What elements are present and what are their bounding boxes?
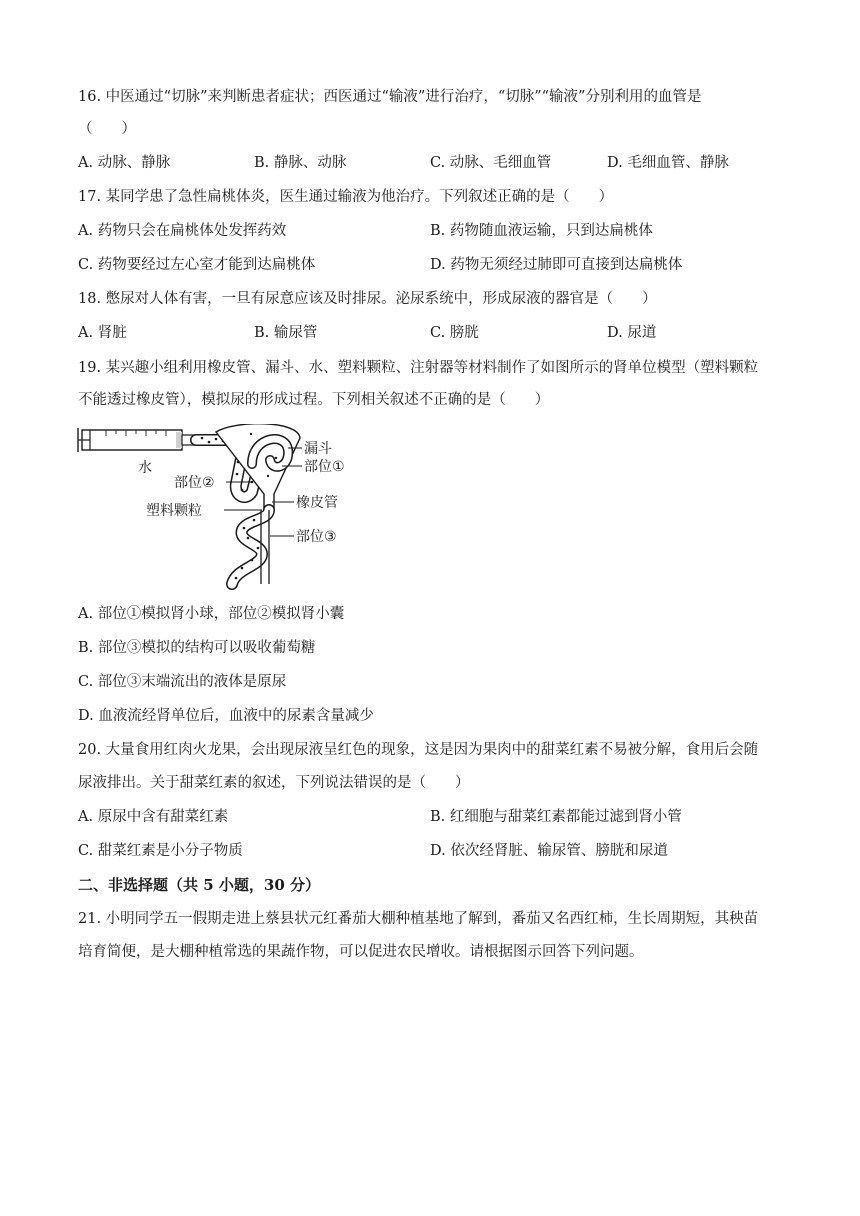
syringe — [78, 428, 196, 452]
q19-stem-line2: 不能透过橡皮管），模拟尿的形成过程。下列相关叙述不正确的是（ ） — [78, 392, 550, 408]
q16-stem-line2: （ ） — [78, 121, 136, 137]
q17-option-d: D. 药物无须经过肺即可直接到达扁桃体 — [430, 257, 683, 273]
label-particles: 塑料颗粒 — [146, 503, 202, 519]
label-part1: 部位① — [304, 459, 345, 475]
label-water: 水 — [138, 460, 152, 476]
q19-option-a: A. 部位①模拟肾小球，部位②模拟肾小囊 — [78, 606, 345, 622]
q19-option-d: D. 血液流经肾单位后，血液中的尿素含量减少 — [78, 708, 374, 724]
q17-option-a: A. 药物只会在扁桃体处发挥药效 — [78, 223, 287, 239]
label-part2: 部位② — [174, 475, 215, 491]
label-rubber-tube: 橡皮管 — [296, 495, 338, 511]
q20-option-a: A. 原尿中含有甜菜红素 — [78, 809, 229, 825]
section2-heading: 二、非选择题（共 5 小题，30 分） — [78, 876, 320, 894]
nephron-model-figure — [76, 424, 366, 590]
q20-stem-line1: 20. 大量食用红肉火龙果，会出现尿液呈红色的现象，这是因为果肉中的甜菜红素不易被分解，食用后会随 — [78, 742, 759, 758]
q16-stem-line1: 16. 中医通过“切脉”来判断患者症状；西医通过“输液”进行治疗，“切脉”“输液”分别利用的血管是 — [78, 89, 702, 105]
q18-option-b: B. 输尿管 — [254, 325, 318, 341]
q21-stem-line1: 21. 小明同学五一假期走进上蔡县状元红番茄大棚种植基地了解到，番茄又名西红柿，生长周期短，其秧苗 — [78, 911, 759, 927]
q19-stem-line1: 19. 某兴趣小组利用橡皮管、漏斗、水、塑料颗粒、注射器等材料制作了如图所示的肾单位模型（塑料颗粒 — [78, 360, 759, 376]
q17-option-b: B. 药物随血液运输，只到达扁桃体 — [430, 223, 653, 239]
q16-option-a: A. 动脉、静脉 — [78, 155, 171, 171]
q20-stem-line2: 尿液排出。关于甜菜红素的叙述，下列说法错误的是（ ） — [78, 775, 470, 791]
q20-option-d: D. 依次经肾脏、输尿管、膀胱和尿道 — [430, 843, 668, 859]
q16-option-c: C. 动脉、毛细血管 — [430, 155, 552, 171]
q16-option-b: B. 静脉、动脉 — [254, 155, 347, 171]
q20-option-c: C. 甜菜红素是小分子物质 — [78, 843, 243, 859]
q18-option-a: A. 肾脏 — [78, 325, 127, 341]
q17-option-c: C. 药物要经过左心室才能到达扁桃体 — [78, 257, 316, 273]
q18-stem: 18. 憋尿对人体有害，一旦有尿意应该及时排尿。泌尿系统中，形成尿液的器官是（ ） — [78, 291, 657, 307]
q18-option-c: C. 膀胱 — [430, 325, 479, 341]
label-funnel: 漏斗 — [304, 441, 332, 457]
lower-tube — [232, 510, 269, 584]
q21-stem-line2: 培育简便，是大棚种植常选的果蔬作物，可以促进农民增收。请根据图示回答下列问题。 — [78, 944, 644, 960]
q18-option-d: D. 尿道 — [607, 325, 657, 341]
q19-option-b: B. 部位③模拟的结构可以吸收葡萄糖 — [78, 640, 316, 656]
q20-option-b: B. 红细胞与甜菜红素都能过滤到肾小管 — [430, 809, 682, 825]
q19-option-c: C. 部位③末端流出的液体是原尿 — [78, 674, 287, 690]
q16-option-d: D. 毛细血管、静脉 — [607, 155, 729, 171]
label-part3: 部位③ — [296, 529, 337, 545]
q17-stem: 17. 某同学患了急性扁桃体炎，医生通过输液为他治疗。下列叙述正确的是（ ） — [78, 189, 614, 205]
